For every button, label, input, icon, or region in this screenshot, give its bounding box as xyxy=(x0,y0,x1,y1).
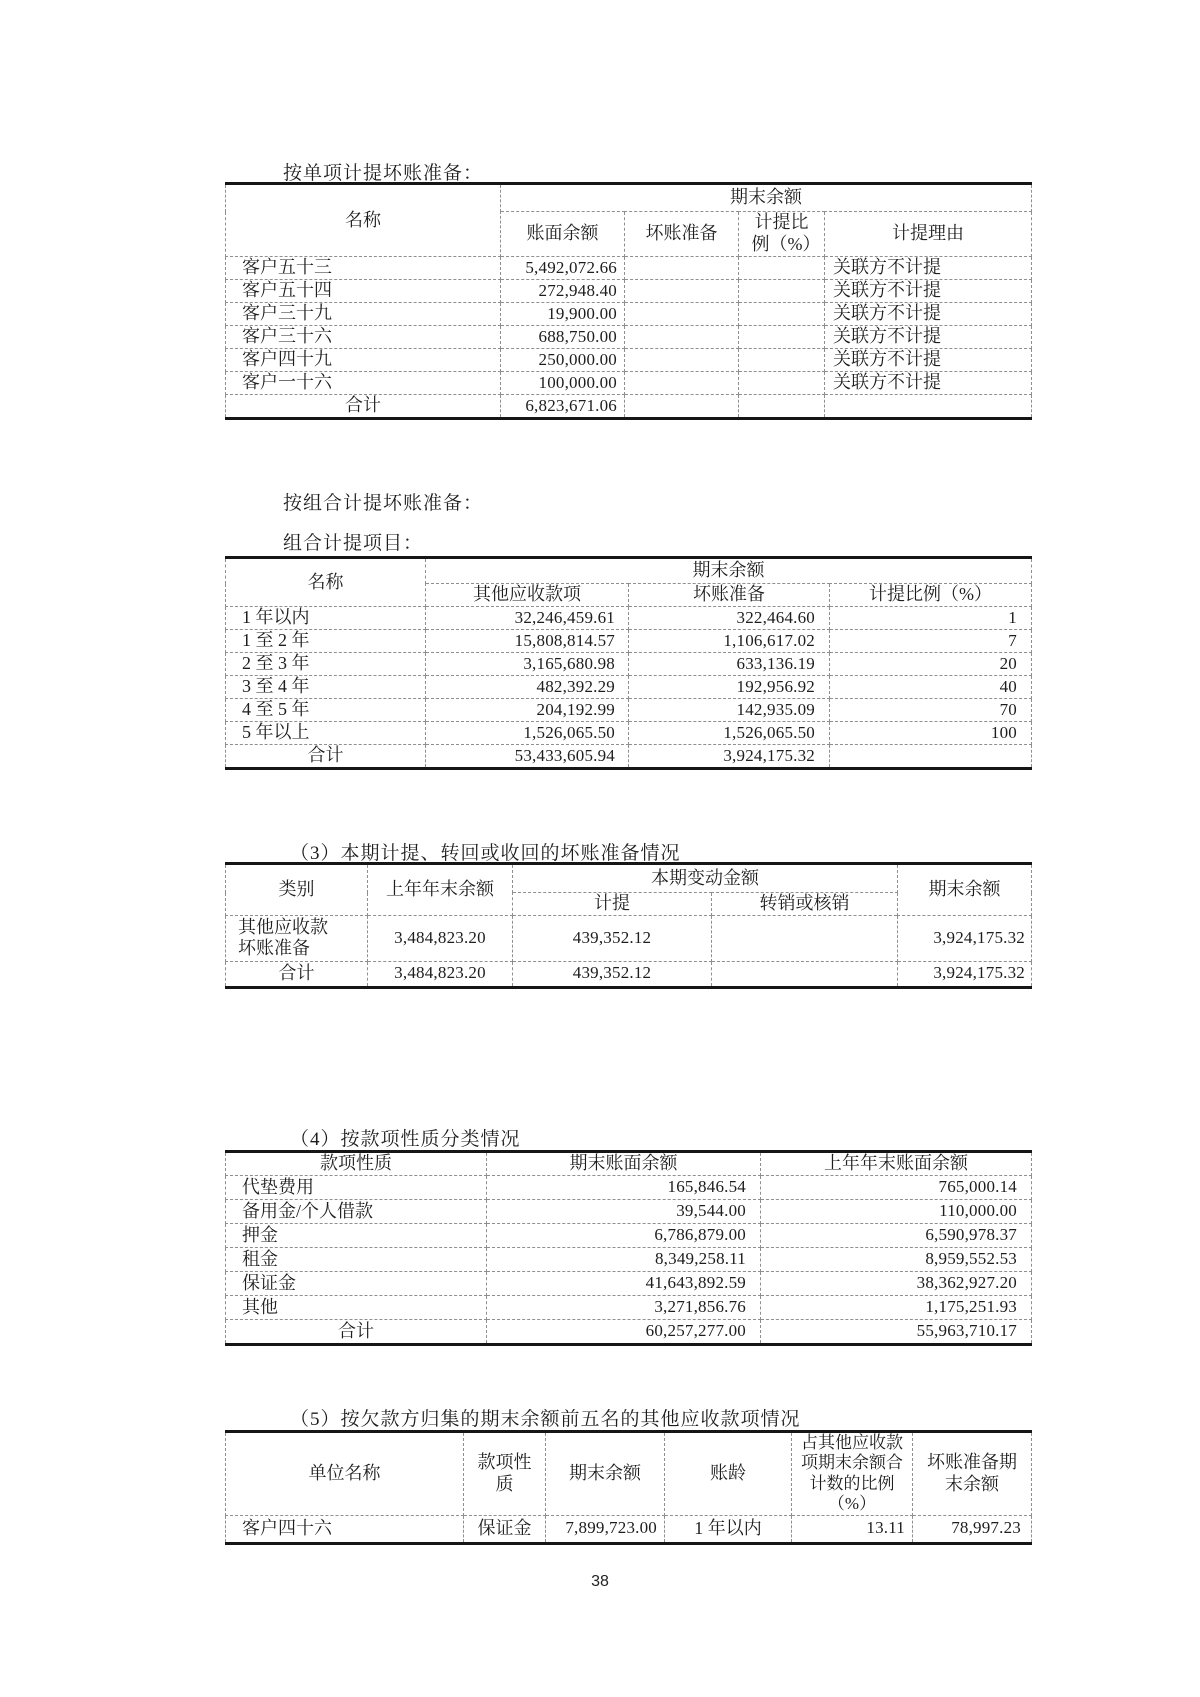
prior-amount: 38,362,927.20 xyxy=(761,1272,1032,1296)
period-end-amount: 3,271,856.76 xyxy=(487,1296,761,1320)
individual-provision-table xyxy=(225,182,1032,420)
nature-label: 保证金 xyxy=(226,1272,487,1296)
empty-cell xyxy=(625,349,739,372)
aging-label: 1 至 2 年 xyxy=(226,630,426,653)
provision-reason: 关联方不计提 xyxy=(825,372,1032,395)
empty-cell xyxy=(739,395,825,419)
total-book-balance: 6,823,671.06 xyxy=(501,395,625,419)
total-period-end: 3,924,175.32 xyxy=(898,961,1032,987)
header-aging: 账龄 xyxy=(665,1432,792,1516)
period-end-amount: 8,349,258.11 xyxy=(487,1248,761,1272)
empty-cell xyxy=(625,395,739,419)
total-accrued: 439,352.12 xyxy=(513,961,712,987)
table1-row xyxy=(226,349,1032,372)
total-receivables: 53,433,605.94 xyxy=(426,745,629,769)
customer-name: 客户三十九 xyxy=(226,303,501,326)
entity-name: 客户四十六 xyxy=(226,1515,464,1543)
prior-amount: 110,000.00 xyxy=(761,1200,1032,1224)
section-title-individual-provision: 按单项计提坏账准备： xyxy=(283,163,484,184)
table5-header-row xyxy=(226,1432,1032,1516)
table4-row xyxy=(226,1272,1032,1296)
aging-label: 5 年以上 xyxy=(226,722,426,745)
receivables-amount: 3,165,680.98 xyxy=(426,653,629,676)
table4-row xyxy=(226,1224,1032,1248)
empty-cell xyxy=(739,372,825,395)
header-bad-debt-provision: 坏账准备 xyxy=(629,584,830,607)
aging-label: 1 年以内 xyxy=(226,607,426,630)
header-period-end: 期末余额 xyxy=(898,864,1032,916)
provision-reason: 关联方不计提 xyxy=(825,280,1032,303)
header-other-receivables: 其他应收款项 xyxy=(426,584,629,607)
header-book-balance: 账面余额 xyxy=(501,212,625,257)
empty-cell xyxy=(830,745,1032,769)
empty-cell xyxy=(625,372,739,395)
total-label: 合计 xyxy=(226,961,368,987)
section-title-period-changes: （3）本期计提、转回或收回的坏账准备情况 xyxy=(290,843,681,864)
nature-value: 保证金 xyxy=(464,1515,546,1543)
receivables-amount: 1,526,065.50 xyxy=(426,722,629,745)
customer-name: 客户四十九 xyxy=(226,349,501,372)
book-balance: 688,750.00 xyxy=(501,326,625,349)
table2-row xyxy=(226,676,1032,699)
table4-row xyxy=(226,1296,1032,1320)
aging-value: 1 年以内 xyxy=(665,1515,792,1543)
empty-cell xyxy=(739,257,825,280)
table2-row xyxy=(226,653,1032,676)
empty-cell xyxy=(625,326,739,349)
header-provision-reason: 计提理由 xyxy=(825,212,1032,257)
period-end-amount: 7,899,723.00 xyxy=(546,1515,665,1543)
bad-debt-amount: 322,464.60 xyxy=(629,607,830,630)
table1-row xyxy=(226,257,1032,280)
provision-reason: 关联方不计提 xyxy=(825,303,1032,326)
header-prior-year-book: 上年年末账面余额 xyxy=(761,1152,1032,1176)
table2-header-row-1 xyxy=(226,558,1032,584)
ratio-value: 70 xyxy=(830,699,1032,722)
header-provision-ratio: 计提比例（%） xyxy=(739,212,825,257)
header-entity-name: 单位名称 xyxy=(226,1432,464,1516)
empty-cell xyxy=(739,349,825,372)
header-current-change: 本期变动金额 xyxy=(513,864,898,893)
empty-cell xyxy=(739,280,825,303)
total-prior: 55,963,710.17 xyxy=(761,1320,1032,1345)
table1-row xyxy=(226,372,1032,395)
category-label: 其他应收款坏账准备 xyxy=(226,915,368,961)
ratio-value: 20 xyxy=(830,653,1032,676)
table4-row xyxy=(226,1200,1032,1224)
total-period-end: 60,257,277.00 xyxy=(487,1320,761,1345)
empty-cell xyxy=(825,395,1032,419)
receivables-amount: 15,808,814.57 xyxy=(426,630,629,653)
prior-amount: 765,000.14 xyxy=(761,1176,1032,1200)
total-prior: 3,484,823.20 xyxy=(368,961,513,987)
empty-cell xyxy=(739,303,825,326)
header-prior-year-end: 上年年末余额 xyxy=(368,864,513,916)
bad-debt-amount: 633,136.19 xyxy=(629,653,830,676)
empty-cell xyxy=(625,257,739,280)
table3-header-row-1 xyxy=(226,864,1032,893)
table2-row xyxy=(226,699,1032,722)
header-bad-debt-provision: 坏账准备 xyxy=(625,212,739,257)
table4-total-row xyxy=(226,1320,1032,1345)
total-label: 合计 xyxy=(226,395,501,419)
aging-label: 4 至 5 年 xyxy=(226,699,426,722)
customer-name: 客户三十六 xyxy=(226,326,501,349)
header-name: 名称 xyxy=(226,184,501,257)
nature-label: 租金 xyxy=(226,1248,487,1272)
empty-cell xyxy=(712,961,898,987)
empty-cell xyxy=(625,303,739,326)
total-label: 合计 xyxy=(226,1320,487,1345)
table1-row xyxy=(226,326,1032,349)
page-number: 38 xyxy=(591,1573,609,1590)
bad-debt-amount: 78,997.23 xyxy=(913,1515,1032,1543)
book-balance: 272,948.40 xyxy=(501,280,625,303)
header-bad-debt-period-end: 坏账准备期末余额 xyxy=(913,1432,1032,1516)
provision-reason: 关联方不计提 xyxy=(825,349,1032,372)
ratio-value: 13.11 xyxy=(792,1515,913,1543)
header-nature: 款项性质 xyxy=(226,1152,487,1176)
provision-reason: 关联方不计提 xyxy=(825,326,1032,349)
nature-label: 其他 xyxy=(226,1296,487,1320)
prior-amount: 3,484,823.20 xyxy=(368,915,513,961)
ratio-value: 1 xyxy=(830,607,1032,630)
header-period-end-balance: 期末余额 xyxy=(501,184,1032,212)
table4-header-row xyxy=(226,1152,1032,1176)
period-changes-table xyxy=(225,862,1032,989)
nature-label: 代垫费用 xyxy=(226,1176,487,1200)
provision-reason: 关联方不计提 xyxy=(825,257,1032,280)
table1-row xyxy=(226,303,1032,326)
header-ratio-of-total: 占其他应收款项期末余额合计数的比例（%） xyxy=(792,1432,913,1516)
period-end-amount: 39,544.00 xyxy=(487,1200,761,1224)
empty-cell xyxy=(625,280,739,303)
section-title-top-five: （5）按欠款方归集的期末余额前五名的其他应收款项情况 xyxy=(290,1409,801,1430)
accrued-amount: 439,352.12 xyxy=(513,915,712,961)
table4-row xyxy=(226,1248,1032,1272)
prior-amount: 1,175,251.93 xyxy=(761,1296,1032,1320)
by-nature-table xyxy=(225,1150,1032,1346)
ratio-value: 100 xyxy=(830,722,1032,745)
ratio-value: 7 xyxy=(830,630,1032,653)
table3-total-row xyxy=(226,961,1032,987)
header-period-end-balance: 期末余额 xyxy=(426,558,1032,584)
bad-debt-amount: 1,106,617.02 xyxy=(629,630,830,653)
bad-debt-amount: 1,526,065.50 xyxy=(629,722,830,745)
header-provision-ratio: 计提比例（%） xyxy=(830,584,1032,607)
table4-row xyxy=(226,1176,1032,1200)
receivables-amount: 482,392.29 xyxy=(426,676,629,699)
table2-total-row xyxy=(226,745,1032,769)
bad-debt-amount: 192,956.92 xyxy=(629,676,830,699)
period-end-amount: 165,846.54 xyxy=(487,1176,761,1200)
total-label: 合计 xyxy=(226,745,426,769)
book-balance: 19,900.00 xyxy=(501,303,625,326)
table2-row xyxy=(226,722,1032,745)
section-title-by-nature: （4）按款项性质分类情况 xyxy=(290,1129,521,1150)
header-nature: 款项性质 xyxy=(464,1432,546,1516)
prior-amount: 8,959,552.53 xyxy=(761,1248,1032,1272)
book-balance: 100,000.00 xyxy=(501,372,625,395)
nature-label: 押金 xyxy=(226,1224,487,1248)
receivables-amount: 204,192.99 xyxy=(426,699,629,722)
header-name: 名称 xyxy=(226,558,426,607)
nature-label: 备用金/个人借款 xyxy=(226,1200,487,1224)
section-subtitle-portfolio-items: 组合计提项目： xyxy=(283,533,424,554)
header-written-off: 转销或核销 xyxy=(712,893,898,916)
aging-label: 3 至 4 年 xyxy=(226,676,426,699)
header-category: 类别 xyxy=(226,864,368,916)
table1-header-row-1 xyxy=(226,184,1032,212)
table5-row xyxy=(226,1515,1032,1543)
header-accrued: 计提 xyxy=(513,893,712,916)
customer-name: 客户五十四 xyxy=(226,280,501,303)
customer-name: 客户五十三 xyxy=(226,257,501,280)
empty-cell xyxy=(739,326,825,349)
period-end-amount: 3,924,175.32 xyxy=(898,915,1032,961)
receivables-amount: 32,246,459.61 xyxy=(426,607,629,630)
table1-row xyxy=(226,280,1032,303)
aging-label: 2 至 3 年 xyxy=(226,653,426,676)
empty-cell xyxy=(712,915,898,961)
prior-amount: 6,590,978.37 xyxy=(761,1224,1032,1248)
portfolio-provision-table xyxy=(225,556,1032,770)
bad-debt-amount: 142,935.09 xyxy=(629,699,830,722)
period-end-amount: 6,786,879.00 xyxy=(487,1224,761,1248)
table2-row xyxy=(226,630,1032,653)
customer-name: 客户一十六 xyxy=(226,372,501,395)
book-balance: 5,492,072.66 xyxy=(501,257,625,280)
period-end-amount: 41,643,892.59 xyxy=(487,1272,761,1296)
top-five-table xyxy=(225,1430,1032,1545)
header-period-end-book: 期末账面余额 xyxy=(487,1152,761,1176)
table2-row xyxy=(226,607,1032,630)
ratio-value: 40 xyxy=(830,676,1032,699)
table1-total-row xyxy=(226,395,1032,419)
table3-row xyxy=(226,915,1032,961)
book-balance: 250,000.00 xyxy=(501,349,625,372)
section-title-portfolio-provision: 按组合计提坏账准备： xyxy=(283,493,484,514)
total-bad-debt: 3,924,175.32 xyxy=(629,745,830,769)
header-period-end: 期末余额 xyxy=(546,1432,665,1516)
